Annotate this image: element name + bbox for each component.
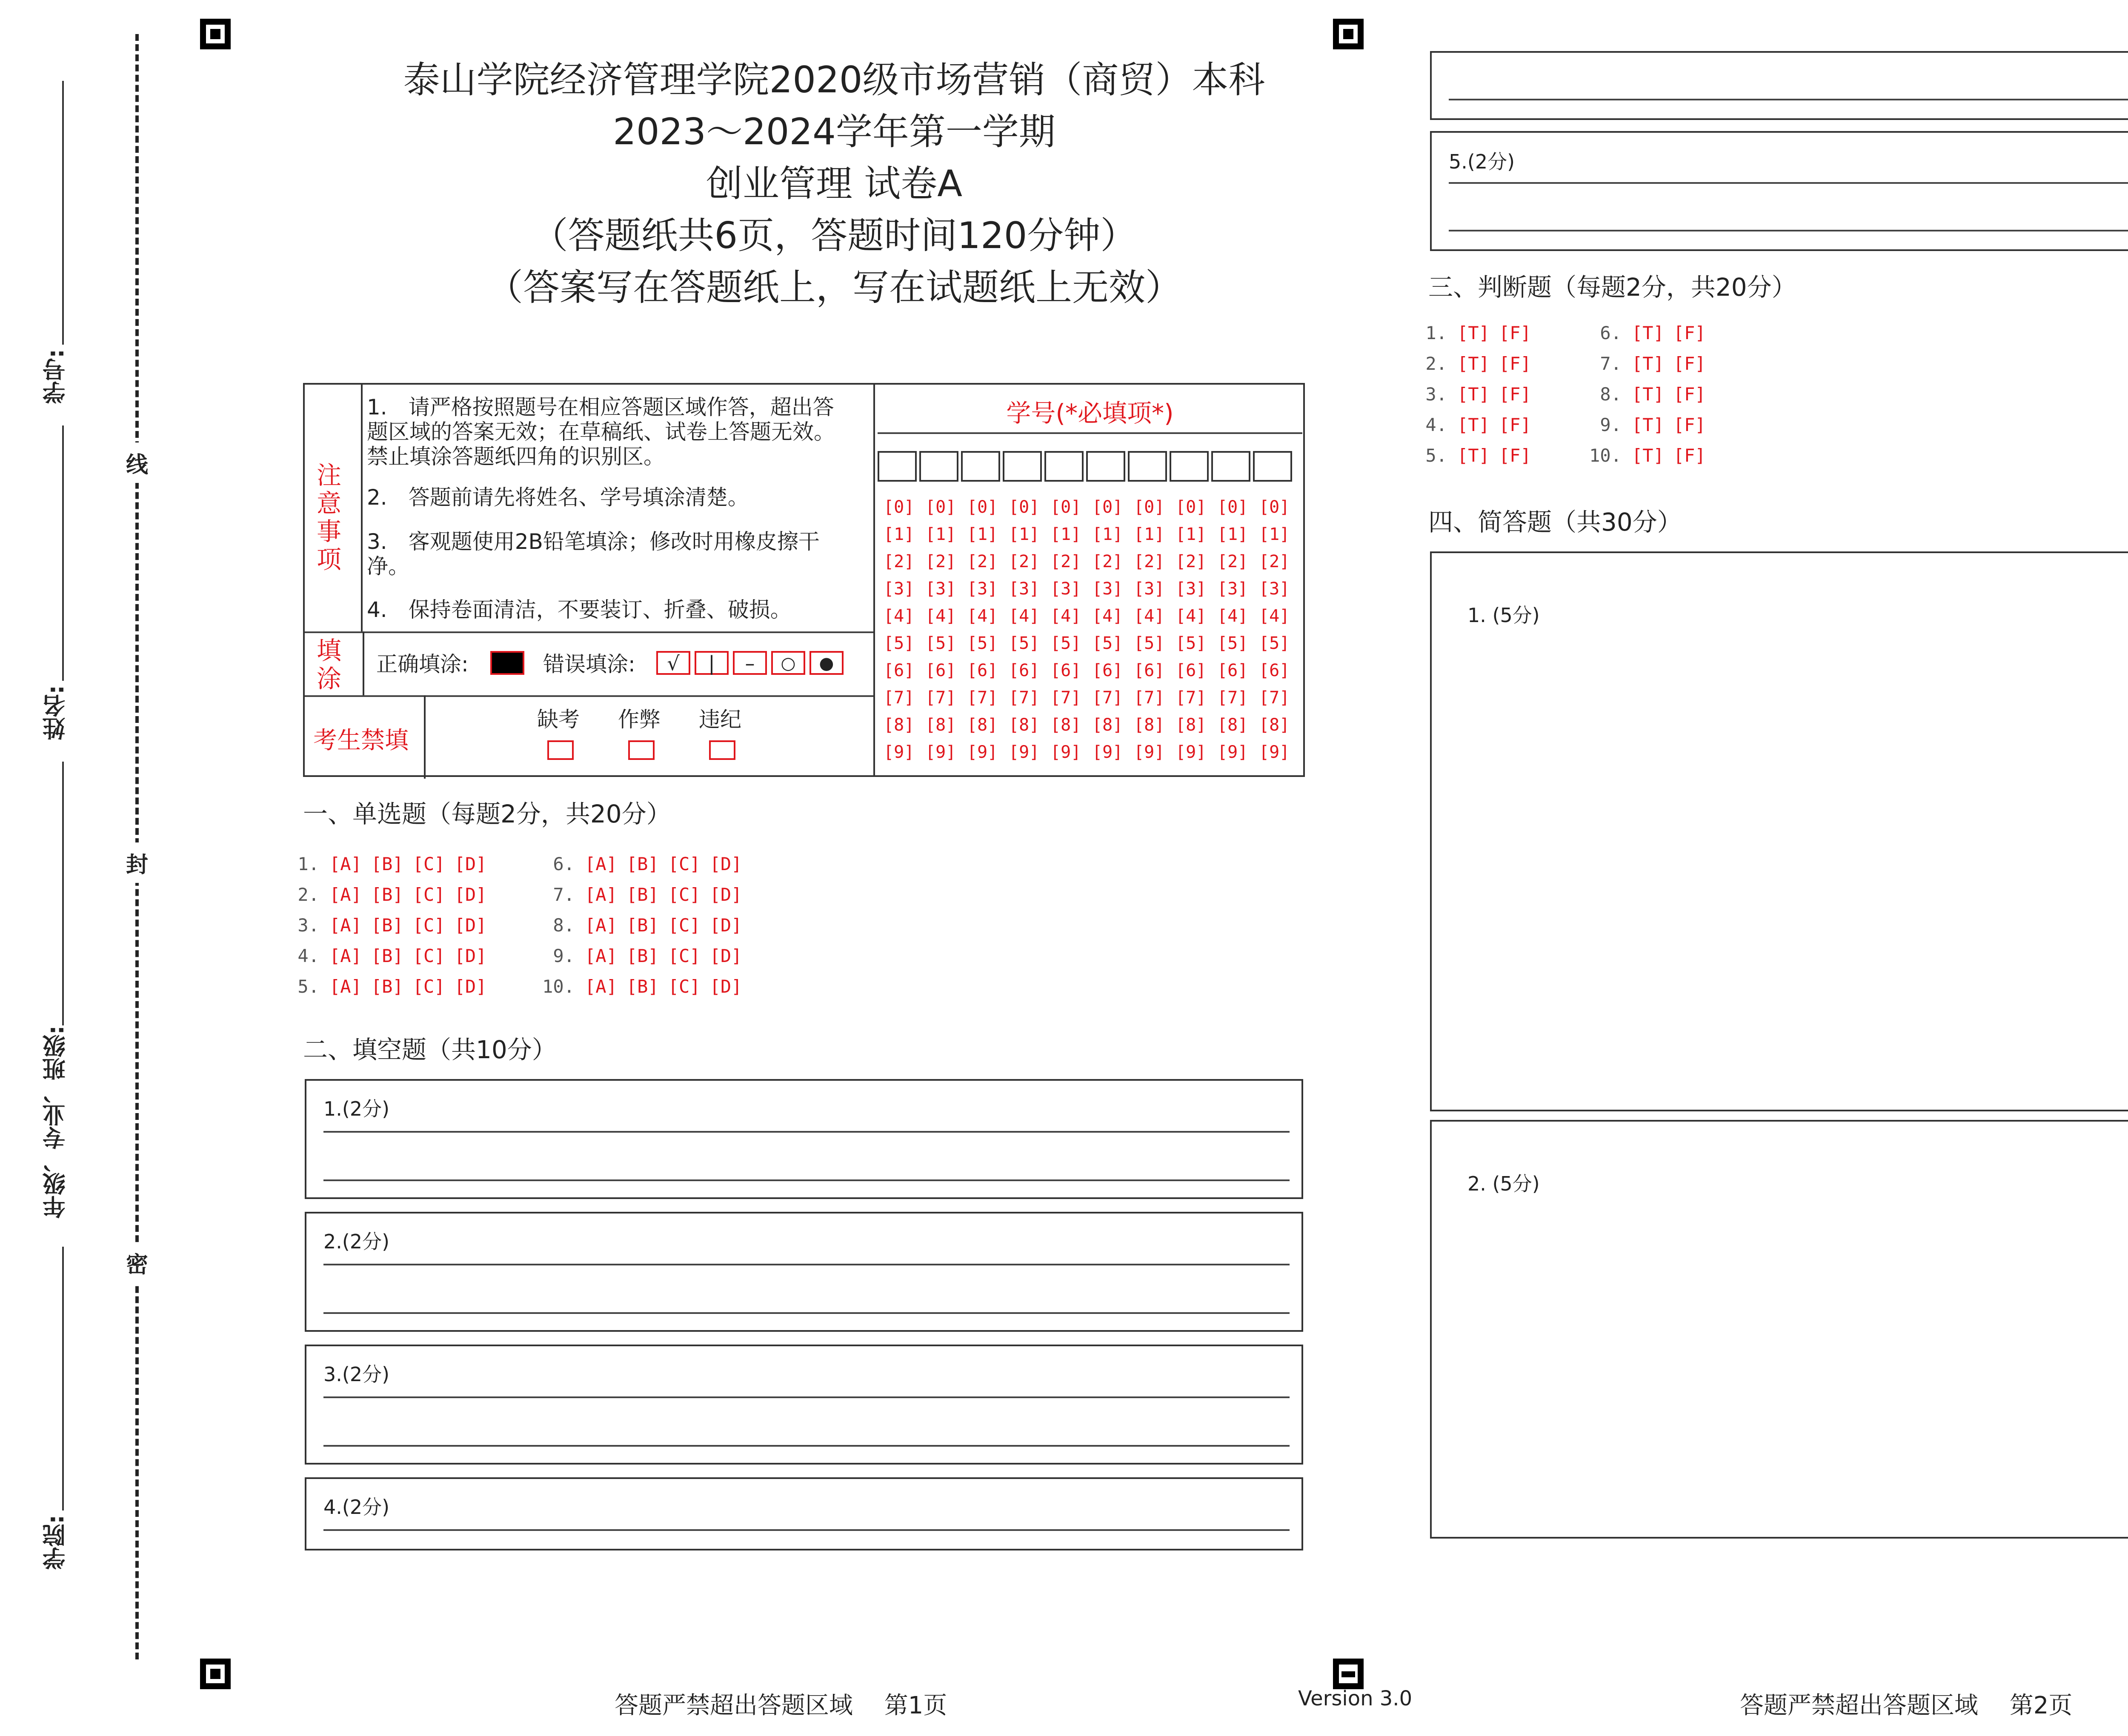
true-false-option-bubble[interactable]: [F] bbox=[1499, 323, 1531, 343]
student-id-cell[interactable] bbox=[1253, 451, 1292, 482]
single-choice-option-bubble[interactable]: [D] bbox=[454, 854, 487, 874]
single-choice-question-number: 2. bbox=[297, 884, 319, 905]
student-id-digit-bubble[interactable]: [1] bbox=[1217, 525, 1248, 544]
student-id-digit-bubble[interactable]: [5] bbox=[1092, 634, 1123, 653]
single-choice-question-number: 4. bbox=[297, 945, 319, 966]
student-id-digit-bubble[interactable]: [5] bbox=[1050, 634, 1081, 653]
exam-title-line5: （答案写在答题纸上，写在试题纸上无效） bbox=[486, 266, 1182, 309]
student-id-digit-bubble[interactable]: [4] bbox=[1050, 606, 1081, 626]
student-id-cell[interactable] bbox=[1086, 451, 1125, 482]
single-choice-question-row bbox=[281, 854, 496, 874]
student-id-digit-bubble[interactable]: [9] bbox=[884, 742, 915, 762]
single-choice-option-bubble[interactable]: [A] bbox=[329, 854, 362, 874]
single-choice-option-bubble[interactable]: [C] bbox=[412, 945, 445, 966]
single-choice-option-bubble[interactable]: [D] bbox=[709, 915, 742, 936]
student-id-digit-bubble[interactable]: [4] bbox=[925, 606, 956, 626]
student-id-digit-bubble[interactable]: [0] bbox=[884, 497, 915, 517]
student-id-digit-bubble[interactable]: [0] bbox=[1259, 497, 1290, 517]
single-choice-question-row bbox=[281, 976, 496, 997]
single-choice-question-row bbox=[536, 884, 751, 905]
seal-char-seal: 封 bbox=[126, 842, 148, 883]
single-choice-question-number: 7. bbox=[553, 884, 575, 905]
student-id-digit-bubble[interactable]: [6] bbox=[925, 661, 956, 680]
single-choice-option-bubble[interactable]: [B] bbox=[626, 884, 659, 905]
true-false-option-bubble[interactable]: [T] bbox=[1457, 323, 1490, 343]
correct-fill-sample bbox=[490, 651, 524, 675]
true-false-question-number: 8. bbox=[1600, 384, 1622, 405]
corner-marker-top-center bbox=[1333, 19, 1364, 49]
student-id-digit-bubble[interactable]: [6] bbox=[1259, 661, 1290, 680]
single-choice-question-row bbox=[536, 854, 751, 874]
true-false-question-row bbox=[1409, 445, 1541, 466]
section4-title: 四、简答题（共30分） bbox=[1428, 508, 1682, 537]
student-id-digit-bubble[interactable]: [2] bbox=[1134, 552, 1165, 571]
student-id-digit-bubble[interactable]: [3] bbox=[1217, 579, 1248, 599]
single-choice-question-number: 5. bbox=[297, 976, 319, 997]
single-choice-question-number: 6. bbox=[553, 854, 575, 874]
true-false-question-number: 6. bbox=[1600, 323, 1622, 343]
student-id-digit-bubble[interactable]: [4] bbox=[1217, 606, 1248, 626]
single-choice-option-bubble[interactable]: [A] bbox=[585, 915, 617, 936]
seal-char-line: 线 bbox=[126, 443, 148, 483]
true-false-option-bubble[interactable]: [F] bbox=[1673, 353, 1706, 374]
student-id-cell[interactable] bbox=[1003, 451, 1042, 482]
student-id-digit-bubble[interactable]: [4] bbox=[967, 606, 998, 626]
true-false-question-row bbox=[1583, 414, 1715, 435]
fill-question-1[interactable] bbox=[305, 1079, 1303, 1199]
student-id-digit-bubble[interactable]: [9] bbox=[1176, 742, 1207, 762]
forbid-violation-label: 违纪 bbox=[699, 707, 741, 732]
single-choice-option-bubble[interactable]: [D] bbox=[454, 884, 487, 905]
true-false-question-number: 3. bbox=[1425, 384, 1447, 405]
student-id-digit-bubble[interactable]: [4] bbox=[884, 606, 915, 626]
corner-marker-bottom-left bbox=[200, 1659, 231, 1689]
fill-question-4-label: 4.(2分) bbox=[323, 1496, 390, 1519]
single-choice-option-bubble[interactable]: [B] bbox=[371, 915, 403, 936]
student-id-digit-bubble[interactable]: [2] bbox=[1050, 552, 1081, 571]
correct-fill-label: 正确填涂: bbox=[376, 652, 469, 677]
student-id-digit-bubble[interactable]: [2] bbox=[1092, 552, 1123, 571]
wrong-mark-check: √ bbox=[656, 651, 690, 675]
student-id-cell[interactable] bbox=[878, 451, 917, 482]
single-choice-option-bubble[interactable]: [A] bbox=[329, 884, 362, 905]
single-choice-option-bubble[interactable]: [D] bbox=[709, 884, 742, 905]
student-id-digit-bubble[interactable]: [6] bbox=[967, 661, 998, 680]
student-id-digit-bubble[interactable]: [6] bbox=[884, 661, 915, 680]
single-choice-question-number: 3. bbox=[297, 915, 319, 936]
true-false-option-bubble[interactable]: [T] bbox=[1632, 353, 1664, 374]
student-id-digit-bubble[interactable]: [6] bbox=[1092, 661, 1123, 680]
true-false-option-bubble[interactable]: [F] bbox=[1499, 384, 1531, 405]
student-id-cell[interactable] bbox=[1170, 451, 1209, 482]
true-false-option-bubble[interactable]: [F] bbox=[1673, 323, 1706, 343]
single-choice-option-bubble[interactable]: [C] bbox=[668, 976, 701, 997]
exam-title-line3: 创业管理 试卷A bbox=[706, 163, 963, 205]
student-id-cell[interactable] bbox=[961, 451, 1000, 482]
single-choice-option-bubble[interactable]: [D] bbox=[709, 976, 742, 997]
fill-question-5-label: 5.(2分) bbox=[1449, 150, 1515, 173]
true-false-option-bubble[interactable]: [T] bbox=[1632, 384, 1664, 405]
student-id-digit-bubble[interactable]: [7] bbox=[925, 688, 956, 708]
single-choice-option-bubble[interactable]: [B] bbox=[626, 945, 659, 966]
exam-title-line4: （答题纸共6页，答题时间120分钟） bbox=[531, 214, 1137, 257]
student-id-digit-bubble[interactable]: [8] bbox=[884, 715, 915, 735]
wrong-fill-label: 错误填涂: bbox=[543, 652, 635, 677]
student-id-digit-bubble[interactable]: [7] bbox=[1259, 688, 1290, 708]
short-answer-1[interactable] bbox=[1430, 551, 2128, 1111]
student-id-digit-bubble[interactable]: [8] bbox=[967, 715, 998, 735]
student-id-digit-bubble[interactable]: [1] bbox=[967, 525, 998, 544]
single-choice-option-bubble[interactable]: [C] bbox=[412, 915, 445, 936]
student-id-digit-bubble[interactable]: [9] bbox=[1050, 742, 1081, 762]
single-choice-option-bubble[interactable]: [C] bbox=[412, 854, 445, 874]
student-id-digit-bubble[interactable]: [4] bbox=[1009, 606, 1040, 626]
notice-item-4: 4. 保持卷面清洁，不要装订、折叠、破损。 bbox=[367, 597, 792, 622]
single-choice-option-bubble[interactable]: [B] bbox=[371, 884, 403, 905]
student-id-digit-bubble[interactable]: [5] bbox=[884, 634, 915, 653]
student-id-digit-bubble[interactable]: [9] bbox=[967, 742, 998, 762]
true-false-option-bubble[interactable]: [T] bbox=[1632, 445, 1664, 466]
student-id-digit-bubble[interactable]: [6] bbox=[1176, 661, 1207, 680]
student-id-digit-bubble[interactable]: [7] bbox=[1050, 688, 1081, 708]
student-id-digit-bubble[interactable]: [8] bbox=[1134, 715, 1165, 735]
single-choice-option-bubble[interactable]: [B] bbox=[371, 945, 403, 966]
single-choice-option-bubble[interactable]: [B] bbox=[626, 854, 659, 874]
short-answer-2[interactable] bbox=[1430, 1120, 2128, 1539]
student-id-digit-bubble[interactable]: [2] bbox=[1009, 552, 1040, 571]
fill-question-3-label: 3.(2分) bbox=[323, 1363, 390, 1386]
class-label: 年级、专业、班级: bbox=[42, 1025, 69, 1219]
wrong-mark-dot: ● bbox=[809, 651, 844, 675]
student-id-cell[interactable] bbox=[1044, 451, 1084, 482]
notice-item-3: 3. 客观题使用2B铅笔填涂；修改时用橡皮擦干净。 bbox=[367, 529, 820, 579]
student-id-digit-bubble[interactable]: [3] bbox=[1259, 579, 1290, 599]
single-choice-option-bubble[interactable]: [A] bbox=[585, 976, 617, 997]
student-id-digit-bubble[interactable]: [8] bbox=[1092, 715, 1123, 735]
name-label: 姓名: bbox=[42, 685, 69, 740]
true-false-question-row bbox=[1409, 353, 1541, 374]
student-id-digit-bubble[interactable]: [4] bbox=[1259, 606, 1290, 626]
single-choice-option-bubble[interactable]: [D] bbox=[454, 976, 487, 997]
single-choice-question-row bbox=[281, 915, 496, 936]
fill-question-1-label: 1.(2分) bbox=[323, 1097, 390, 1120]
student-id-digit-bubble[interactable]: [1] bbox=[1134, 525, 1165, 544]
student-id-cell[interactable] bbox=[919, 451, 958, 482]
student-id-digit-bubble[interactable]: [5] bbox=[1134, 634, 1165, 653]
student-id-digit-bubble[interactable]: [7] bbox=[1092, 688, 1123, 708]
forbid-absent-box[interactable] bbox=[547, 740, 574, 760]
section1-title: 一、单选题（每题2分，共20分） bbox=[303, 799, 671, 828]
student-id-digit-bubble[interactable]: [1] bbox=[1176, 525, 1207, 544]
single-choice-question-number: 1. bbox=[297, 854, 319, 874]
student-id-digit-bubble[interactable]: [7] bbox=[967, 688, 998, 708]
true-false-option-bubble[interactable]: [T] bbox=[1457, 445, 1490, 466]
single-choice-question-row bbox=[281, 945, 496, 966]
student-id-digit-bubble[interactable]: [5] bbox=[1176, 634, 1207, 653]
student-id-digit-bubble[interactable]: [2] bbox=[1259, 552, 1290, 571]
true-false-option-bubble[interactable]: [F] bbox=[1673, 445, 1706, 466]
true-false-question-row bbox=[1583, 384, 1715, 405]
student-id-digit-bubble[interactable]: [8] bbox=[1009, 715, 1040, 735]
forbid-cheat-box[interactable] bbox=[628, 740, 655, 760]
student-id-digit-bubble[interactable]: [2] bbox=[967, 552, 998, 571]
student-id-digit-bubble[interactable]: [7] bbox=[1009, 688, 1040, 708]
corner-marker-bottom-center bbox=[1333, 1659, 1364, 1689]
single-choice-question-row bbox=[536, 976, 751, 997]
true-false-question-number: 9. bbox=[1600, 414, 1622, 435]
single-choice-option-bubble[interactable]: [C] bbox=[668, 915, 701, 936]
fill-side-label: 填涂 bbox=[317, 636, 342, 693]
true-false-question-row bbox=[1583, 353, 1715, 374]
true-false-option-bubble[interactable]: [T] bbox=[1632, 414, 1664, 435]
student-id-digit-bubble[interactable]: [9] bbox=[1259, 742, 1290, 762]
single-choice-question-number: 10. bbox=[542, 976, 575, 997]
true-false-option-bubble[interactable]: [T] bbox=[1457, 353, 1490, 374]
footer-right: 答题严禁超出答题区域 第2页 bbox=[1740, 1692, 2073, 1719]
student-id-digit-bubble[interactable]: [4] bbox=[1176, 606, 1207, 626]
single-choice-option-bubble[interactable]: [C] bbox=[668, 884, 701, 905]
single-choice-question-number: 9. bbox=[553, 945, 575, 966]
short-answer-1-label: 1. (5分) bbox=[1467, 604, 1540, 627]
single-choice-question-number: 8. bbox=[553, 915, 575, 936]
student-id-digit-bubble[interactable]: [5] bbox=[1009, 634, 1040, 653]
student-id-digit-bubble[interactable]: [7] bbox=[884, 688, 915, 708]
wrong-mark-dash: – bbox=[733, 651, 767, 675]
student-id-digit-bubble[interactable]: [3] bbox=[884, 579, 915, 599]
corner-marker-top-left bbox=[200, 19, 231, 49]
student-id-digit-bubble[interactable]: [1] bbox=[925, 525, 956, 544]
section3-title: 三、判断题（每题2分，共20分） bbox=[1428, 273, 1796, 302]
fill-question-3[interactable] bbox=[305, 1345, 1303, 1465]
forbid-absent-label: 缺考 bbox=[537, 707, 580, 732]
single-choice-option-bubble[interactable]: [A] bbox=[585, 945, 617, 966]
single-choice-question-row bbox=[536, 945, 751, 966]
single-choice-option-bubble[interactable]: [B] bbox=[371, 976, 403, 997]
student-id-digit-bubble[interactable]: [0] bbox=[967, 497, 998, 517]
true-false-question-number: 7. bbox=[1600, 353, 1622, 374]
single-choice-option-bubble[interactable]: [C] bbox=[412, 976, 445, 997]
single-choice-option-bubble[interactable]: [C] bbox=[412, 884, 445, 905]
fill-question-4-continued[interactable] bbox=[1430, 51, 2128, 120]
student-id-digit-bubble[interactable]: [7] bbox=[1134, 688, 1165, 708]
student-id-digit-bubble[interactable]: [8] bbox=[1176, 715, 1207, 735]
true-false-question-row bbox=[1409, 323, 1541, 343]
true-false-option-bubble[interactable]: [F] bbox=[1499, 445, 1531, 466]
true-false-option-bubble[interactable]: [T] bbox=[1632, 323, 1664, 343]
student-id-cell[interactable] bbox=[1211, 451, 1250, 482]
single-choice-option-bubble[interactable]: [A] bbox=[329, 915, 362, 936]
true-false-option-bubble[interactable]: [T] bbox=[1457, 384, 1490, 405]
forbid-violation-box[interactable] bbox=[709, 740, 735, 760]
student-id-digit-bubble[interactable]: [9] bbox=[1134, 742, 1165, 762]
student-id-digit-bubble[interactable]: [2] bbox=[1217, 552, 1248, 571]
true-false-question-number: 1. bbox=[1425, 323, 1447, 343]
student-id-digit-bubble[interactable]: [0] bbox=[1217, 497, 1248, 517]
student-id-digit-bubble[interactable]: [0] bbox=[1050, 497, 1081, 517]
wrong-mark-circle: ○ bbox=[771, 651, 805, 675]
student-id-digit-bubble[interactable]: [3] bbox=[1176, 579, 1207, 599]
student-id-digit-bubble[interactable]: [1] bbox=[1009, 525, 1040, 544]
student-id-digit-bubble[interactable]: [3] bbox=[967, 579, 998, 599]
single-choice-option-bubble[interactable]: [A] bbox=[585, 884, 617, 905]
student-id-digit-bubble[interactable]: [2] bbox=[925, 552, 956, 571]
true-false-question-row bbox=[1409, 414, 1541, 435]
student-id-title: 学号(*必填项*) bbox=[1006, 399, 1174, 428]
college-label: 学院: bbox=[42, 1515, 69, 1570]
single-choice-option-bubble[interactable]: [D] bbox=[709, 854, 742, 874]
fill-question-2-label: 2.(2分) bbox=[323, 1230, 390, 1253]
student-id-digit-bubble[interactable]: [4] bbox=[1134, 606, 1165, 626]
student-id-digit-bubble[interactable]: [8] bbox=[925, 715, 956, 735]
single-choice-option-bubble[interactable]: [A] bbox=[329, 945, 362, 966]
student-id-digit-bubble[interactable]: [5] bbox=[925, 634, 956, 653]
student-id-digit-bubble[interactable]: [1] bbox=[1050, 525, 1081, 544]
single-choice-question-row bbox=[536, 915, 751, 936]
student-id-label: 学号: bbox=[42, 349, 69, 404]
student-id-digit-bubble[interactable]: [9] bbox=[925, 742, 956, 762]
true-false-question-row bbox=[1583, 323, 1715, 343]
student-id-digit-bubble[interactable]: [1] bbox=[1092, 525, 1123, 544]
single-choice-option-bubble[interactable]: [B] bbox=[626, 915, 659, 936]
true-false-option-bubble[interactable]: [F] bbox=[1499, 414, 1531, 435]
student-id-digit-bubble[interactable]: [7] bbox=[1217, 688, 1248, 708]
student-id-digit-bubble[interactable]: [5] bbox=[1217, 634, 1248, 653]
single-choice-option-bubble[interactable]: [C] bbox=[668, 945, 701, 966]
true-false-option-bubble[interactable]: [T] bbox=[1457, 414, 1490, 435]
student-id-digit-bubble[interactable]: [9] bbox=[1092, 742, 1123, 762]
fill-question-2[interactable] bbox=[305, 1212, 1303, 1332]
student-id-digit-bubble[interactable]: [3] bbox=[1009, 579, 1040, 599]
short-answer-2-label: 2. (5分) bbox=[1467, 1172, 1540, 1195]
true-false-option-bubble[interactable]: [F] bbox=[1499, 353, 1531, 374]
student-id-digit-bubble[interactable]: [8] bbox=[1050, 715, 1081, 735]
student-id-digit-bubble[interactable]: [2] bbox=[1176, 552, 1207, 571]
student-id-digit-bubble[interactable]: [6] bbox=[1050, 661, 1081, 680]
single-choice-option-bubble[interactable]: [C] bbox=[668, 854, 701, 874]
wrong-mark-bar: | bbox=[695, 651, 729, 675]
true-false-question-number: 5. bbox=[1425, 445, 1447, 466]
student-id-digit-bubble[interactable]: [0] bbox=[1134, 497, 1165, 517]
exam-title-line1: 泰山学院经济管理学院2020级市场营销（商贸）本科 bbox=[403, 59, 1265, 101]
student-id-digit-bubble[interactable]: [3] bbox=[1050, 579, 1081, 599]
notice-item-1: 1. 请严格按照题号在相应答题区域作答，超出答题区域的答案无效；在草稿纸、试卷上答题无效。禁止填涂答题纸四角的识别区。 bbox=[367, 395, 835, 469]
student-id-digit-bubble[interactable]: [8] bbox=[1259, 715, 1290, 735]
student-id-digit-bubble[interactable]: [2] bbox=[884, 552, 915, 571]
student-id-digit-bubble[interactable]: [3] bbox=[1092, 579, 1123, 599]
footer-left: 答题严禁超出答题区域 第1页 bbox=[615, 1692, 947, 1719]
true-false-question-row bbox=[1409, 384, 1541, 405]
single-choice-option-bubble[interactable]: [B] bbox=[371, 854, 403, 874]
student-id-digit-bubble[interactable]: [3] bbox=[1134, 579, 1165, 599]
true-false-question-number: 2. bbox=[1425, 353, 1447, 374]
student-id-digit-bubble[interactable]: [6] bbox=[1217, 661, 1248, 680]
student-id-digit-bubble[interactable]: [6] bbox=[1009, 661, 1040, 680]
student-id-digit-bubble[interactable]: [4] bbox=[1092, 606, 1123, 626]
single-choice-option-bubble[interactable]: [A] bbox=[329, 976, 362, 997]
true-false-option-bubble[interactable]: [F] bbox=[1673, 384, 1706, 405]
footer-version: Version 3.0 bbox=[1298, 1687, 1413, 1710]
fill-question-4[interactable] bbox=[305, 1477, 1303, 1550]
student-id-digit-bubble[interactable]: [8] bbox=[1217, 715, 1248, 735]
student-id-digit-bubble[interactable]: [0] bbox=[1009, 497, 1040, 517]
student-id-digit-bubble[interactable]: [7] bbox=[1176, 688, 1207, 708]
student-id-digit-bubble[interactable]: [0] bbox=[1092, 497, 1123, 517]
forbid-cheat-label: 作弊 bbox=[618, 707, 661, 732]
student-id-cell[interactable] bbox=[1128, 451, 1167, 482]
single-choice-option-bubble[interactable]: [D] bbox=[709, 945, 742, 966]
seal-char-secret: 密 bbox=[126, 1242, 148, 1283]
fill-question-5[interactable] bbox=[1430, 131, 2128, 251]
true-false-option-bubble[interactable]: [F] bbox=[1673, 414, 1706, 435]
single-choice-option-bubble[interactable]: [D] bbox=[454, 945, 487, 966]
student-id-digit-bubble[interactable]: [6] bbox=[1134, 661, 1165, 680]
true-false-question-row bbox=[1583, 445, 1715, 466]
true-false-question-number: 4. bbox=[1425, 414, 1447, 435]
student-id-digit-bubble[interactable]: [9] bbox=[1009, 742, 1040, 762]
single-choice-option-bubble[interactable]: [A] bbox=[585, 854, 617, 874]
notice-side-label: 注意事项 bbox=[317, 461, 342, 574]
student-id-digit-bubble[interactable]: [1] bbox=[1259, 525, 1290, 544]
single-choice-question-row bbox=[281, 884, 496, 905]
student-id-digit-bubble[interactable]: [5] bbox=[967, 634, 998, 653]
student-id-digit-bubble[interactable]: [5] bbox=[1259, 634, 1290, 653]
exam-title-line2: 2023～2024学年第一学期 bbox=[613, 111, 1055, 153]
student-id-digit-bubble[interactable]: [3] bbox=[925, 579, 956, 599]
notice-item-2: 2. 答题前请先将姓名、学号填涂清楚。 bbox=[367, 485, 749, 510]
info-block bbox=[303, 383, 1305, 777]
section2-title: 二、填空题（共10分） bbox=[303, 1035, 557, 1064]
student-id-digit-bubble[interactable]: [9] bbox=[1217, 742, 1248, 762]
true-false-question-number: 10. bbox=[1589, 445, 1622, 466]
single-choice-option-bubble[interactable]: [D] bbox=[454, 915, 487, 936]
student-id-digit-bubble[interactable]: [0] bbox=[1176, 497, 1207, 517]
single-choice-option-bubble[interactable]: [B] bbox=[626, 976, 659, 997]
student-id-digit-bubble[interactable]: [1] bbox=[884, 525, 915, 544]
student-id-digit-bubble[interactable]: [0] bbox=[925, 497, 956, 517]
forbid-side-label: 考生禁填 bbox=[313, 727, 409, 754]
